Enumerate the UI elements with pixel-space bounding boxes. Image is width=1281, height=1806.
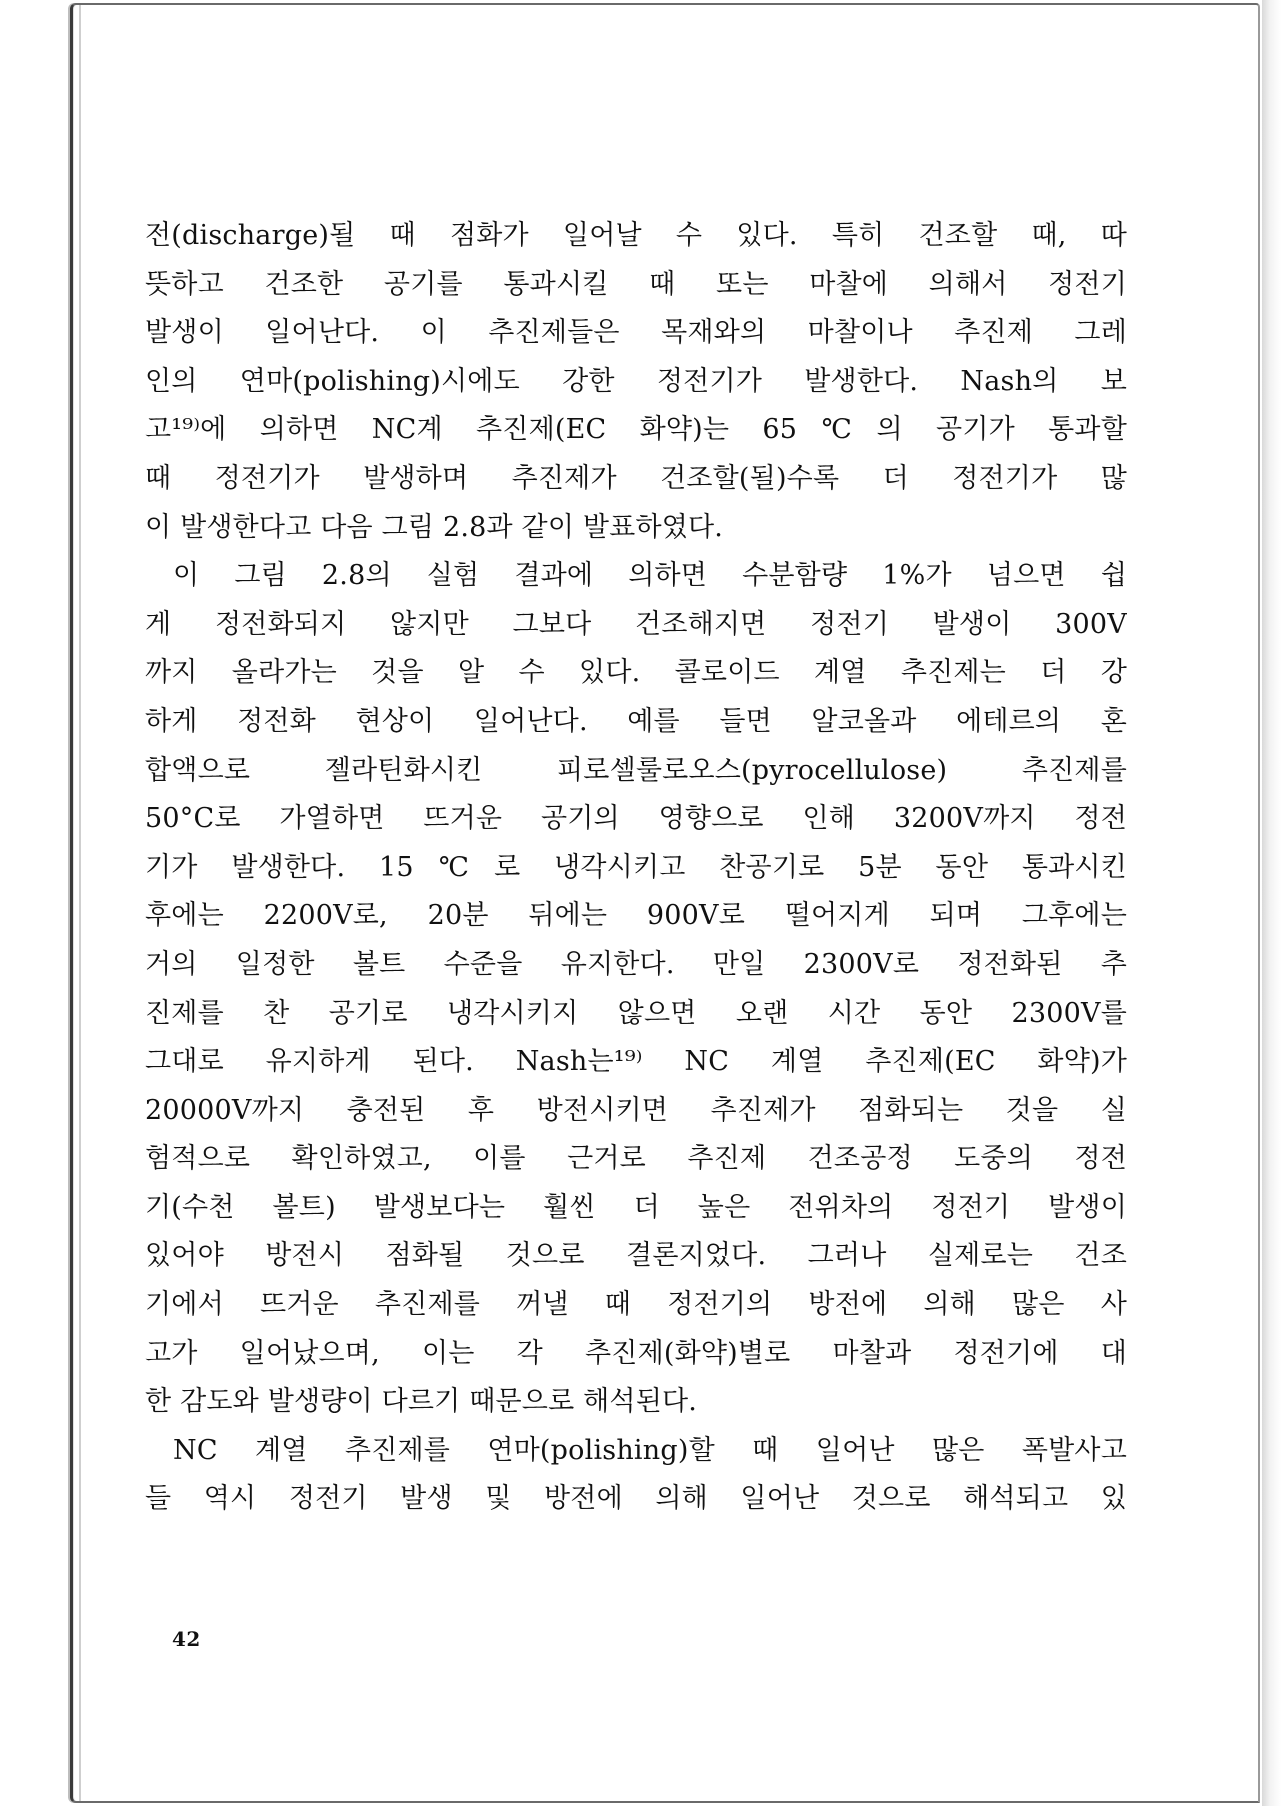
text-line: 합액으로 젤라틴화시킨 피로셀룰로오스(pyrocellulose) 추진제를 (145, 754, 1127, 786)
paragraph-start-line: NC 계열 추진제를 연마(polishing)할 때 일어난 많은 폭발사고 (173, 1434, 1127, 1466)
body-text (145, 212, 1127, 1524)
text-line: 그대로 유지하게 된다. Nash는¹⁹⁾ NC 계열 추진제(EC 화약)가 (145, 1046, 1127, 1078)
page-binding-edge (79, 5, 81, 1801)
text-line: 고가 일어났으며, 이는 각 추진제(화약)별로 마찰과 정전기에 대 (145, 1337, 1127, 1369)
page-number: 42 (172, 1627, 201, 1651)
text-line: 있어야 방전시 점화될 것으로 결론지었다. 그러나 실제로는 건조 (145, 1240, 1127, 1272)
text-line: 진제를 찬 공기로 냉각시키지 않으면 오랜 시간 동안 2300V를 (145, 997, 1127, 1029)
text-line: 들 역시 정전기 발생 및 방전에 의해 일어난 것으로 해석되고 있 (145, 1483, 1127, 1515)
text-line: 20000V까지 충전된 후 방전시키면 추진제가 점화되는 것을 실 (145, 1094, 1127, 1126)
text-line: 때 정전기가 발생하며 추진제가 건조할(될)수록 더 정전기가 많 (145, 462, 1127, 494)
text-line: 발생이 일어난다. 이 추진제들은 목재와의 마찰이나 추진제 그레 (145, 317, 1127, 349)
text-line: 험적으로 확인하였고, 이를 근거로 추진제 건조공정 도중의 정전 (145, 1143, 1127, 1175)
text-line: 이 발생한다고 다음 그림 2.8과 같이 발표하였다. (145, 511, 724, 543)
text-line: 50°C로 가열하면 뜨거운 공기의 영향으로 인해 3200V까지 정전 (145, 803, 1127, 835)
text-line: 기에서 뜨거운 추진제를 꺼낼 때 정전기의 방전에 의해 많은 사 (145, 1289, 1127, 1321)
text-line: 하게 정전화 현상이 일어난다. 예를 들면 알코올과 에테르의 혼 (145, 705, 1127, 737)
text-line: 전(discharge)될 때 점화가 일어날 수 있다. 특히 건조할 때, 따 (145, 220, 1127, 251)
text-line: 거의 일정한 볼트 수준을 유지한다. 만일 2300V로 정전화된 추 (145, 948, 1127, 980)
text-line: 까지 올라가는 것을 알 수 있다. 콜로이드 계열 추진제는 더 강 (145, 657, 1127, 689)
page-edge-shadow (1262, 0, 1281, 1806)
text-line: 고¹⁹⁾에 의하면 NC계 추진제(EC 화약)는 65℃의 공기가 통과할 (145, 414, 1127, 446)
text-line: 기(수천 볼트) 발생보다는 훨씬 더 높은 전위차의 정전기 발생이 (145, 1191, 1127, 1223)
text-line: 후에는 2200V로, 20분 뒤에는 900V로 떨어지게 되며 그후에는 (145, 900, 1127, 932)
text-line: 한 감도와 발생량이 다르기 때문으로 해석된다. (145, 1386, 698, 1418)
text-line: 기가 발생한다. 15℃로 냉각시키고 찬공기로 5분 동안 통과시킨 (145, 851, 1127, 883)
text-line: 인의 연마(polishing)시에도 강한 정전기가 발생한다. Nash의 보 (145, 365, 1127, 397)
paragraph-start-line: 이 그림 2.8의 실험 결과에 의하면 수분함량 1%가 넘으면 쉽 (173, 560, 1127, 592)
text-line: 게 정전화되지 않지만 그보다 건조해지면 정전기 발생이 300V (145, 608, 1127, 640)
text-line: 뜻하고 건조한 공기를 통과시킬 때 또는 마찰에 의해서 정전기 (145, 268, 1127, 300)
